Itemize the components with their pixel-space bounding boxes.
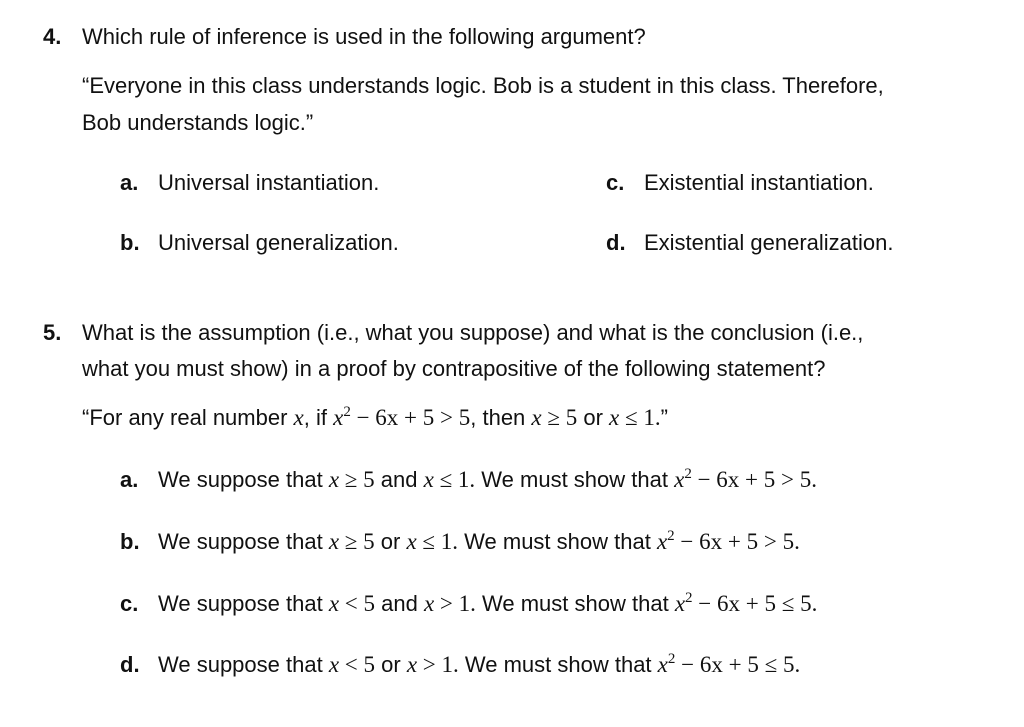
question-5-number: 5. [43, 320, 62, 345]
q5-option-d-letter: d. [120, 652, 140, 677]
q4-option-b-text: Universal generalization. [158, 230, 399, 255]
q4-option-c-text: Existential instantiation. [644, 170, 874, 195]
q5-option-c-text: We suppose that x < 5 and x > 1. We must show that $x^2 - 6x + 5 \le 5$. [158, 590, 818, 616]
q5-option-a-text: We suppose that x ≥ 5 and x ≤ 1. We must show that $x^2 - 6x + 5 > 5$. [158, 466, 817, 492]
q5-option-b-text: We suppose that x ≥ 5 or x ≤ 1. We must show that $x^2 - 6x + 5 > 5$. [158, 528, 800, 554]
question-4-text: Which rule of inference is used in the following argument? [82, 24, 646, 49]
q5-option-a-letter: a. [120, 467, 139, 492]
q4-option-d-letter: d. [606, 230, 626, 255]
question-5-statement: “For any real number x, if $x^2 - 6x + 5 > 5$, then x ≥ 5 or x ≤ 1.” [82, 404, 668, 430]
q4-option-d-text: Existential generalization. [644, 230, 894, 255]
question-5-text-line-2: what you must show) in a proof by contrapositive of the following statement? [82, 356, 826, 381]
q4-option-b-letter: b. [120, 230, 140, 255]
q4-option-a-text: Universal instantiation. [158, 170, 380, 195]
q5-option-c-letter: c. [120, 591, 139, 616]
q5-option-b-letter: b. [120, 529, 140, 554]
question-4-number: 4. [43, 24, 62, 49]
q4-option-c-letter: c. [606, 170, 625, 195]
q4-option-a-letter: a. [120, 170, 139, 195]
question-4-quote-line-1: “Everyone in this class understands logic. Bob is a student in this class. Therefore, [82, 73, 884, 98]
q5-option-d-text: We suppose that x < 5 or x > 1. We must show that $x^2 - 6x + 5 \le 5$. [158, 651, 801, 677]
question-5-text-line-1: What is the assumption (i.e., what you suppose) and what is the conclusion (i.e., [82, 320, 864, 345]
question-4-quote-line-2: Bob understands logic.” [82, 110, 314, 135]
